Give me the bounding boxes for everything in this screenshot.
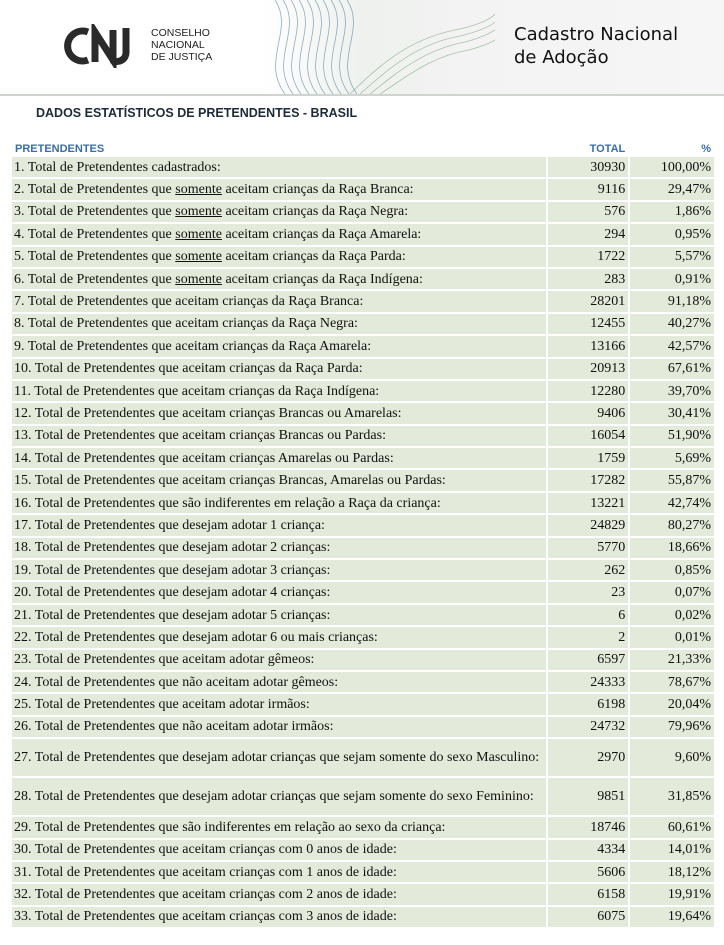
row-total: 6 xyxy=(546,605,629,625)
row-label: 21. Total de Pretendentes que desejam adotar 5 crianças: xyxy=(12,605,546,625)
row-percent: 30,41% xyxy=(628,403,714,423)
row-total: 1759 xyxy=(546,448,629,468)
table-row xyxy=(12,314,714,334)
row-percent: 20,04% xyxy=(628,694,714,714)
row-total: 6158 xyxy=(546,884,629,904)
row-total: 262 xyxy=(546,560,629,580)
row-total: 9406 xyxy=(546,403,629,423)
row-label: 13. Total de Pretendentes que aceitam crianças Brancas ou Pardas: xyxy=(12,426,546,446)
row-percent: 79,96% xyxy=(628,717,714,737)
table-row xyxy=(12,157,714,177)
table-row xyxy=(12,694,714,714)
row-label: 22. Total de Pretendentes que desejam adotar 6 ou mais crianças: xyxy=(12,627,546,647)
row-total: 24732 xyxy=(546,717,629,737)
row-total: 24829 xyxy=(546,515,629,535)
row-label: 18. Total de Pretendentes que desejam adotar 2 crianças: xyxy=(12,538,546,558)
row-total: 12280 xyxy=(546,381,629,401)
row-total: 28201 xyxy=(546,291,629,311)
table-row xyxy=(12,515,714,535)
table-row xyxy=(12,493,714,513)
row-total: 294 xyxy=(546,224,629,244)
column-header-percent: % xyxy=(701,143,711,155)
table-row xyxy=(12,739,714,776)
row-label: 25. Total de Pretendentes que aceitam adotar irmãos: xyxy=(12,694,546,714)
row-total: 6198 xyxy=(546,694,629,714)
row-percent: 67,61% xyxy=(628,359,714,379)
row-total: 576 xyxy=(546,202,629,222)
row-label: 8. Total de Pretendentes que aceitam crianças da Raça Negra: xyxy=(12,314,546,334)
table-row xyxy=(12,907,714,927)
row-label: 23. Total de Pretendentes que aceitam adotar gêmeos: xyxy=(12,650,546,670)
table-row xyxy=(12,884,714,904)
row-label: 11. Total de Pretendentes que aceitam crianças da Raça Indígena: xyxy=(12,381,546,401)
row-total: 5770 xyxy=(546,538,629,558)
row-percent: 0,95% xyxy=(628,224,714,244)
column-header-pretendentes: PRETENDENTES xyxy=(15,143,105,155)
row-percent: 42,74% xyxy=(628,493,714,513)
row-percent: 40,27% xyxy=(628,314,714,334)
row-label: 6. Total de Pretendentes que somente aceitam crianças da Raça Indígena: xyxy=(12,269,546,289)
emphasis-underline: somente xyxy=(175,271,222,287)
row-total: 2 xyxy=(546,627,629,647)
table-row xyxy=(12,247,714,267)
table-row xyxy=(12,840,714,860)
table-row xyxy=(12,381,714,401)
table-row xyxy=(12,538,714,558)
row-percent: 14,01% xyxy=(628,840,714,860)
row-label: 26. Total de Pretendentes que não aceitam adotar irmãos: xyxy=(12,717,546,737)
row-label: 27. Total de Pretendentes que desejam adotar crianças que sejam somente do sexo Masculino: xyxy=(12,739,546,776)
row-label: 20. Total de Pretendentes que desejam adotar 4 crianças: xyxy=(12,582,546,602)
row-label: 16. Total de Pretendentes que são indiferentes em relação a Raça da criança: xyxy=(12,493,546,513)
row-label: 10. Total de Pretendentes que aceitam crianças da Raça Parda: xyxy=(12,359,546,379)
table-row xyxy=(12,179,714,199)
row-label: 29. Total de Pretendentes que são indiferentes em relação ao sexo da criança: xyxy=(12,817,546,837)
row-label: 14. Total de Pretendentes que aceitam crianças Amarelas ou Pardas: xyxy=(12,448,546,468)
row-total: 13221 xyxy=(546,493,629,513)
row-percent: 0,02% xyxy=(628,605,714,625)
table-row xyxy=(12,269,714,289)
row-total: 16054 xyxy=(546,426,629,446)
row-total: 23 xyxy=(546,582,629,602)
row-percent: 21,33% xyxy=(628,650,714,670)
row-percent: 60,61% xyxy=(628,817,714,837)
table-row xyxy=(12,403,714,423)
row-percent: 39,70% xyxy=(628,381,714,401)
row-total: 30930 xyxy=(546,157,629,177)
row-percent: 18,12% xyxy=(628,862,714,882)
page-header xyxy=(0,0,724,96)
row-total: 18746 xyxy=(546,817,629,837)
row-total: 12455 xyxy=(546,314,629,334)
row-label: 24. Total de Pretendentes que não aceitam adotar gêmeos: xyxy=(12,672,546,692)
row-percent: 29,47% xyxy=(628,179,714,199)
table-row xyxy=(12,291,714,311)
row-total: 9851 xyxy=(546,778,629,815)
row-percent: 51,90% xyxy=(628,426,714,446)
row-label: 30. Total de Pretendentes que aceitam crianças com 0 anos de idade: xyxy=(12,840,546,860)
row-label: 15. Total de Pretendentes que aceitam crianças Brancas, Amarelas ou Pardas: xyxy=(12,470,546,490)
table-row xyxy=(12,627,714,647)
table-row xyxy=(12,359,714,379)
row-total: 283 xyxy=(546,269,629,289)
table-row xyxy=(12,605,714,625)
row-label: 1. Total de Pretendentes cadastrados: xyxy=(12,157,546,177)
emphasis-underline: somente xyxy=(175,226,222,242)
row-total: 2970 xyxy=(546,739,629,776)
row-label: 28. Total de Pretendentes que desejam adotar crianças que sejam somente do sexo Feminino: xyxy=(12,778,546,815)
row-total: 24333 xyxy=(546,672,629,692)
logo-org-name: CONSELHO NACIONAL DE JUSTIÇA xyxy=(151,27,213,63)
table-row xyxy=(12,582,714,602)
row-label: 31. Total de Pretendentes que aceitam crianças com 1 anos de idade: xyxy=(12,862,546,882)
row-total: 5606 xyxy=(546,862,629,882)
table-row xyxy=(12,717,714,737)
row-label: 12. Total de Pretendentes que aceitam crianças Brancas ou Amarelas: xyxy=(12,403,546,423)
row-total: 4334 xyxy=(546,840,629,860)
table-row xyxy=(12,650,714,670)
table-row xyxy=(12,448,714,468)
app-title: Cadastro Nacional de Adoção xyxy=(514,24,679,68)
row-label: 5. Total de Pretendentes que somente aceitam crianças da Raça Parda: xyxy=(12,247,546,267)
row-label: 9. Total de Pretendentes que aceitam crianças da Raça Amarela: xyxy=(12,336,546,356)
statistics-table xyxy=(12,135,714,929)
row-label: 4. Total de Pretendentes que somente aceitam crianças da Raça Amarela: xyxy=(12,224,546,244)
row-label: 32. Total de Pretendentes que aceitam crianças com 2 anos de idade: xyxy=(12,884,546,904)
row-percent: 1,86% xyxy=(628,202,714,222)
decorative-waves-graphic xyxy=(255,0,495,94)
emphasis-underline: somente xyxy=(175,204,222,220)
row-percent: 19,64% xyxy=(628,907,714,927)
row-percent: 91,18% xyxy=(628,291,714,311)
table-row xyxy=(12,202,714,222)
cnj-logo-icon xyxy=(64,24,148,68)
row-percent: 80,27% xyxy=(628,515,714,535)
table-row xyxy=(12,560,714,580)
row-percent: 31,85% xyxy=(628,778,714,815)
row-total: 6597 xyxy=(546,650,629,670)
row-percent: 0,85% xyxy=(628,560,714,580)
row-total: 9116 xyxy=(546,179,629,199)
row-total: 17282 xyxy=(546,470,629,490)
row-percent: 55,87% xyxy=(628,470,714,490)
table-row xyxy=(12,224,714,244)
row-total: 6075 xyxy=(546,907,629,927)
row-label: 17. Total de Pretendentes que desejam adotar 1 criança: xyxy=(12,515,546,535)
row-total: 20913 xyxy=(546,359,629,379)
row-label: 19. Total de Pretendentes que desejam adotar 3 crianças: xyxy=(12,560,546,580)
row-label: 7. Total de Pretendentes que aceitam crianças da Raça Branca: xyxy=(12,291,546,311)
row-percent: 19,91% xyxy=(628,884,714,904)
row-percent: 5,69% xyxy=(628,448,714,468)
column-header-total: TOTAL xyxy=(589,143,626,155)
row-label: 2. Total de Pretendentes que somente aceitam crianças da Raça Branca: xyxy=(12,179,546,199)
row-percent: 78,67% xyxy=(628,672,714,692)
row-percent: 0,91% xyxy=(628,269,714,289)
emphasis-underline: somente xyxy=(175,249,222,265)
row-percent: 0,01% xyxy=(628,627,714,647)
row-percent: 18,66% xyxy=(628,538,714,558)
emphasis-underline: somente xyxy=(175,182,222,198)
table-row xyxy=(12,336,714,356)
row-percent: 100,00% xyxy=(628,157,714,177)
row-total: 1722 xyxy=(546,247,629,267)
table-row xyxy=(12,426,714,446)
row-percent: 5,57% xyxy=(628,247,714,267)
table-row xyxy=(12,817,714,837)
row-total: 13166 xyxy=(546,336,629,356)
table-row xyxy=(12,470,714,490)
row-percent: 9,60% xyxy=(628,739,714,776)
table-row xyxy=(12,778,714,815)
row-label: 3. Total de Pretendentes que somente aceitam crianças da Raça Negra: xyxy=(12,202,546,222)
row-percent: 42,57% xyxy=(628,336,714,356)
table-header-row xyxy=(12,137,714,155)
row-label: 33. Total de Pretendentes que aceitam crianças com 3 anos de idade: xyxy=(12,907,546,927)
table-row xyxy=(12,672,714,692)
row-percent: 0,07% xyxy=(628,582,714,602)
table-row xyxy=(12,862,714,882)
section-title: DADOS ESTATÍSTICOS DE PRETENDENTES - BRASIL xyxy=(36,106,358,120)
